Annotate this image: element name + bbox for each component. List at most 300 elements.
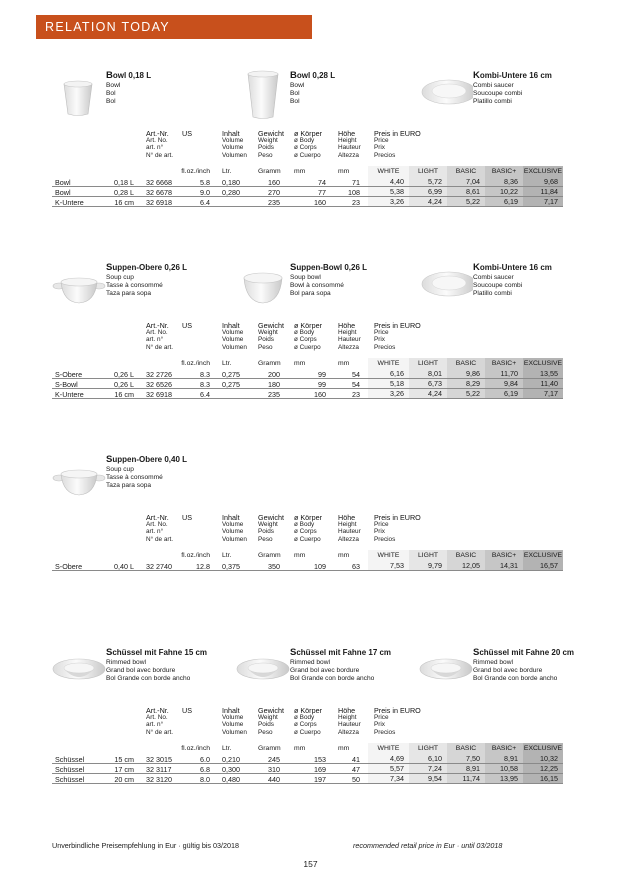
column-header-line: ø Cuerpo xyxy=(294,343,321,351)
column-header-line: Volume xyxy=(222,721,244,729)
column-header-line: Volume xyxy=(222,714,244,722)
price-cell: 9,79 xyxy=(409,561,447,570)
column-header-line: Peso xyxy=(258,535,273,543)
product-name-initial: K xyxy=(473,70,480,81)
column-header-preis xyxy=(374,322,421,351)
table-cell: 17 cm xyxy=(114,765,134,774)
product-name-initial: S xyxy=(106,454,113,465)
column-header-art xyxy=(146,514,173,543)
price-table xyxy=(0,707,621,807)
column-header-line: Volumen xyxy=(222,343,247,351)
column-header-line: N° de art. xyxy=(146,535,174,543)
table-cell: 6.4 xyxy=(200,390,210,399)
table-cell: Bowl xyxy=(55,188,71,197)
column-header-line: Poids xyxy=(258,144,274,152)
product-name-rest: uppen-Bowl 0,26 L xyxy=(296,263,368,272)
table-cell: 8.3 xyxy=(200,380,210,389)
price-cell: 8,01 xyxy=(409,369,447,378)
soup-cup-icon xyxy=(52,454,106,504)
price-cell: 4,69 xyxy=(368,754,409,763)
column-header-line: US xyxy=(182,706,192,715)
column-header-line: Art. No. xyxy=(146,329,168,337)
unit-us: fl.oz./inch xyxy=(181,552,210,559)
table-cell: S-Bowl xyxy=(55,380,78,389)
table-cell: Bowl xyxy=(55,178,71,187)
table-cell: 20 cm xyxy=(114,775,134,784)
price-tier-white: WHITE xyxy=(368,550,409,561)
column-header-line: Poids xyxy=(258,336,274,344)
table-cell: Schüssel xyxy=(55,775,85,784)
column-header-line: Prix xyxy=(374,336,386,344)
price-tier-basicplus: BASIC+ xyxy=(485,550,523,561)
table-cell: 41 xyxy=(352,755,360,764)
product-description xyxy=(106,82,120,107)
product-section xyxy=(0,258,621,428)
column-header-line: Volume xyxy=(222,144,244,152)
unit-row xyxy=(0,550,621,561)
unit-row xyxy=(0,358,621,369)
table-row xyxy=(52,754,563,764)
product-description-line: Bowl à consommé xyxy=(290,282,344,290)
product-name-rest: chüssel mit Fahne 20 cm xyxy=(479,648,575,657)
unit-hoehe: mm xyxy=(338,552,350,559)
column-header-line: ø Cuerpo xyxy=(294,151,321,159)
price-cell: 5,72 xyxy=(409,177,447,186)
table-cell: 12.8 xyxy=(196,562,210,571)
rimmed-bowl-icon xyxy=(52,647,106,697)
product-name-initial: S xyxy=(290,262,297,273)
price-table xyxy=(0,130,621,230)
table-cell: 160 xyxy=(314,198,326,207)
price-cell: 10,32 xyxy=(523,754,563,763)
table-row xyxy=(52,177,563,187)
table-cell: 0,26 L xyxy=(114,380,134,389)
table-cell: 8.0 xyxy=(200,775,210,784)
product-name-rest: ombi-Untere 16 cm xyxy=(479,263,552,272)
table-cell: 0,275 xyxy=(222,380,240,389)
footer-note-en: recommended retail price in Eur · until 03/2018 xyxy=(353,841,503,850)
product-description-line: Bol Grande con borde ancho xyxy=(473,675,558,683)
table-row xyxy=(52,561,563,571)
price-tier-white: WHITE xyxy=(368,743,409,754)
column-header-line: ø Body xyxy=(294,521,315,529)
column-header-koerper xyxy=(294,707,322,736)
product-section xyxy=(0,66,621,236)
product-card xyxy=(52,258,232,322)
price-cell: 4,40 xyxy=(368,177,409,186)
column-header-preis xyxy=(374,130,421,159)
unit-inhalt: Ltr. xyxy=(222,552,232,559)
product-description xyxy=(473,659,557,684)
column-header-line: Art. No. xyxy=(146,714,168,722)
price-cell: 3,26 xyxy=(368,389,409,398)
product-image xyxy=(236,70,290,120)
product-name xyxy=(290,262,367,273)
column-header-line: Height xyxy=(338,521,357,529)
product-description-line: Rimmed bowl xyxy=(473,659,513,666)
unit-koerper: mm xyxy=(294,168,306,175)
price-cell: 12,05 xyxy=(447,561,485,570)
table-cell: 23 xyxy=(352,390,360,399)
column-header-inhalt xyxy=(222,514,247,543)
column-header-line: ø Corps xyxy=(294,528,317,536)
price-cell: 6,73 xyxy=(409,379,447,388)
table-cell: 74 xyxy=(318,178,326,187)
product-name-rest: chüssel mit Fahne 15 cm xyxy=(112,648,208,657)
product-description xyxy=(106,274,163,299)
table-cell: 32 6526 xyxy=(146,380,172,389)
column-header-line: US xyxy=(182,513,192,522)
column-header-line: ø Cuerpo xyxy=(294,535,321,543)
table-cell: 0,40 L xyxy=(114,562,134,571)
column-header-line: Weight xyxy=(258,714,278,722)
unit-row xyxy=(0,743,621,754)
unit-us: fl.oz./inch xyxy=(181,168,210,175)
column-header-line: Altezza xyxy=(338,343,359,351)
table-cell: 0,375 xyxy=(222,562,240,571)
price-cell: 14,31 xyxy=(485,561,523,570)
column-header-line: US xyxy=(182,129,192,138)
product-card xyxy=(236,66,416,130)
product-name xyxy=(473,647,574,658)
table-cell: 5.8 xyxy=(200,178,210,187)
price-cell: 5,18 xyxy=(368,379,409,388)
table-cell: 160 xyxy=(314,390,326,399)
product-description-line: Bol xyxy=(106,98,116,106)
column-header-line: ø Körper xyxy=(294,706,322,715)
table-cell: 15 cm xyxy=(114,755,134,764)
price-cell: 6,10 xyxy=(409,754,447,763)
product-name-rest: chüssel mit Fahne 17 cm xyxy=(296,648,392,657)
page-number: 157 xyxy=(303,859,318,869)
table-cell: 169 xyxy=(314,765,326,774)
unit-gewicht: Gramm xyxy=(258,168,281,175)
price-cell: 9,86 xyxy=(447,369,485,378)
product-description-line: Grand bol avec bordure xyxy=(290,667,360,675)
column-header-line: Volumen xyxy=(222,728,247,736)
column-header-line: Altezza xyxy=(338,728,359,736)
column-header-line: ø Corps xyxy=(294,144,317,152)
price-cell: 16,57 xyxy=(523,561,563,570)
soup-bowl-icon xyxy=(236,262,290,312)
table-cell: 6.0 xyxy=(200,755,210,764)
table-cell: 0,275 xyxy=(222,370,240,379)
saucer-icon xyxy=(419,262,473,312)
column-header-line: Preis in EURO xyxy=(374,129,421,138)
table-cell: K-Untere xyxy=(55,198,84,207)
table-cell: 108 xyxy=(348,188,360,197)
product-image xyxy=(419,262,473,312)
table-cell: 32 6678 xyxy=(146,188,172,197)
column-header-koerper xyxy=(294,322,322,351)
price-tier-light: LIGHT xyxy=(409,743,447,754)
product-description-line: Bol xyxy=(290,98,300,106)
column-header-line: Gewicht xyxy=(258,321,284,330)
column-header-line: N° de art. xyxy=(146,728,174,736)
product-name xyxy=(106,262,187,273)
product-description-line: Soucoupe combi xyxy=(473,282,523,290)
price-cell: 8,29 xyxy=(447,379,485,388)
column-header-line: Peso xyxy=(258,728,273,736)
column-header-line: Altezza xyxy=(338,535,359,543)
column-header-line: Prix xyxy=(374,144,386,152)
product-description-line: Rimmed bowl xyxy=(106,659,146,666)
table-cell: 32 6668 xyxy=(146,178,172,187)
product-name-initial: B xyxy=(106,70,113,81)
unit-hoehe: mm xyxy=(338,360,350,367)
product-description-line: Grand bol avec bordure xyxy=(473,667,543,675)
price-cell: 7,04 xyxy=(447,177,485,186)
price-tier-white: WHITE xyxy=(368,166,409,177)
table-cell: 16 cm xyxy=(114,390,134,399)
table-cell: 32 3120 xyxy=(146,775,172,784)
header-title: RELATION TODAY xyxy=(45,20,170,34)
product-name xyxy=(290,70,335,81)
column-header-art xyxy=(146,322,173,351)
product-description-line: Taza para sopa xyxy=(106,290,152,298)
column-header-line: Art.-Nr. xyxy=(146,321,169,330)
price-cell: 4,24 xyxy=(409,389,447,398)
product-name-rest: uppen-Obere 0,40 L xyxy=(112,455,188,464)
price-cell: 6,19 xyxy=(485,197,523,206)
price-cell: 5,57 xyxy=(368,764,409,773)
table-cell: 16 cm xyxy=(114,198,134,207)
product-description-line: Grand bol avec bordure xyxy=(106,667,176,675)
table-cell: 77 xyxy=(318,188,326,197)
price-tier-basicplus: BASIC+ xyxy=(485,166,523,177)
column-header-line: Precios xyxy=(374,535,396,543)
price-tier-basic: BASIC xyxy=(447,358,485,369)
column-header-line: Volume xyxy=(222,137,244,145)
price-cell: 6,19 xyxy=(485,389,523,398)
table-cell: 47 xyxy=(352,765,360,774)
unit-us: fl.oz./inch xyxy=(181,360,210,367)
table-row xyxy=(52,389,563,399)
price-cell: 12,25 xyxy=(523,764,563,773)
price-cell: 4,24 xyxy=(409,197,447,206)
product-description-line: Bol Grande con borde ancho xyxy=(106,675,191,683)
table-cell: 8.3 xyxy=(200,370,210,379)
footer-note-de: Unverbindliche Preisempfehlung in Eur · gültig bis 03/2018 xyxy=(52,841,239,850)
column-header-line: Hauteur xyxy=(338,336,361,344)
column-header-line: Höhe xyxy=(338,129,356,138)
product-description-line: Bol xyxy=(106,90,116,98)
price-cell: 5,38 xyxy=(368,187,409,196)
column-header-line: Height xyxy=(338,714,357,722)
product-card xyxy=(419,643,599,707)
product-name-initial: K xyxy=(473,262,480,273)
column-header-gewicht xyxy=(258,130,284,159)
table-cell: 6.8 xyxy=(200,765,210,774)
table-row xyxy=(52,774,563,784)
column-header-line: ø Corps xyxy=(294,721,317,729)
table-row xyxy=(52,369,563,379)
product-image xyxy=(419,647,473,697)
column-header-line: Art.-Nr. xyxy=(146,129,169,138)
table-cell: 0,300 xyxy=(222,765,240,774)
column-header-line: Prix xyxy=(374,528,386,536)
column-header-line: Höhe xyxy=(338,513,356,522)
price-tier-basic: BASIC xyxy=(447,550,485,561)
table-cell: 63 xyxy=(352,562,360,571)
column-header-line: Weight xyxy=(258,329,278,337)
table-row xyxy=(52,764,563,774)
column-header-line: Volume xyxy=(222,336,244,344)
column-header-us xyxy=(182,322,192,329)
unit-row xyxy=(0,166,621,177)
column-header-line: Price xyxy=(374,521,389,529)
table-cell: 310 xyxy=(268,765,280,774)
column-header-gewicht xyxy=(258,322,284,351)
unit-koerper: mm xyxy=(294,745,306,752)
rimmed-bowl-icon xyxy=(236,647,290,697)
table-cell: K-Untere xyxy=(55,390,84,399)
product-name-initial: S xyxy=(290,647,297,658)
column-header-line: Preis in EURO xyxy=(374,321,421,330)
table-cell: 0,180 xyxy=(222,178,240,187)
price-tier-exclusive: EXCLUSIVE xyxy=(523,552,563,559)
column-header-art xyxy=(146,707,173,736)
column-header-line: Art.-Nr. xyxy=(146,513,169,522)
column-header-line: N° de art. xyxy=(146,343,174,351)
price-cell: 7,17 xyxy=(523,389,563,398)
product-name-initial: B xyxy=(290,70,297,81)
column-header-us xyxy=(182,707,192,714)
product-description-line: Combi saucer xyxy=(473,82,514,89)
table-cell: S-Obere xyxy=(55,562,83,571)
column-header-line: art. n° xyxy=(146,336,164,344)
product-description xyxy=(290,82,304,107)
column-header-line: Volumen xyxy=(222,535,247,543)
product-name xyxy=(106,70,151,81)
product-name-rest: uppen-Obere 0,26 L xyxy=(112,263,188,272)
column-header-line: Gewicht xyxy=(258,129,284,138)
unit-gewicht: Gramm xyxy=(258,552,281,559)
price-cell: 8,61 xyxy=(447,187,485,196)
price-cell: 11,74 xyxy=(447,774,485,783)
column-header-line: art. n° xyxy=(146,144,164,152)
column-header-line: Gewicht xyxy=(258,706,284,715)
column-header-line: Hauteur xyxy=(338,721,361,729)
price-tier-white: WHITE xyxy=(368,358,409,369)
price-cell: 6,99 xyxy=(409,187,447,196)
table-cell: 109 xyxy=(314,562,326,571)
price-tier-light: LIGHT xyxy=(409,550,447,561)
price-cell: 7,53 xyxy=(368,561,409,570)
product-description-line: Tasse à consommé xyxy=(106,282,163,290)
soup-cup-icon xyxy=(52,262,106,312)
column-header-hoehe xyxy=(338,322,361,351)
column-header-line: Price xyxy=(374,137,389,145)
unit-inhalt: Ltr. xyxy=(222,168,232,175)
product-card xyxy=(419,66,599,130)
price-tier-basicplus: BASIC+ xyxy=(485,743,523,754)
price-cell: 6,16 xyxy=(368,369,409,378)
column-header-line: ø Corps xyxy=(294,336,317,344)
table-cell: 32 6918 xyxy=(146,390,172,399)
product-description-line: Tasse à consommé xyxy=(106,474,163,482)
price-cell: 9,84 xyxy=(485,379,523,388)
product-name xyxy=(473,70,552,81)
table-cell: 23 xyxy=(352,198,360,207)
column-header-line: ø Body xyxy=(294,329,315,337)
column-header-line: Precios xyxy=(374,151,396,159)
unit-inhalt: Ltr. xyxy=(222,360,232,367)
product-description xyxy=(473,82,522,107)
column-header-line: Höhe xyxy=(338,321,356,330)
table-cell: 0,28 L xyxy=(114,188,134,197)
unit-hoehe: mm xyxy=(338,168,350,175)
product-name-initial: S xyxy=(106,647,113,658)
product-image xyxy=(52,454,106,504)
column-header-line: N° de art. xyxy=(146,151,174,159)
column-header-line: Inhalt xyxy=(222,706,240,715)
table-row xyxy=(52,379,563,389)
price-table xyxy=(0,322,621,422)
table-cell: 160 xyxy=(268,178,280,187)
tall-bowl-icon xyxy=(236,70,290,120)
column-header-line: ø Körper xyxy=(294,129,322,138)
product-card xyxy=(236,643,416,707)
column-header-art xyxy=(146,130,173,159)
table-cell: 32 3015 xyxy=(146,755,172,764)
product-name-rest: owl 0,18 L xyxy=(112,71,152,80)
table-cell: 32 2740 xyxy=(146,562,172,571)
column-header-line: Volumen xyxy=(222,151,247,159)
price-cell: 10,22 xyxy=(485,187,523,196)
product-image xyxy=(419,70,473,120)
table-cell: 99 xyxy=(318,370,326,379)
column-header-line: Volume xyxy=(222,329,244,337)
product-section xyxy=(0,643,621,813)
column-header-line: Height xyxy=(338,329,357,337)
column-header-line: art. n° xyxy=(146,528,164,536)
product-description-line: Rimmed bowl xyxy=(290,659,330,666)
table-cell: 0,210 xyxy=(222,755,240,764)
column-header-line: Poids xyxy=(258,528,274,536)
product-description-line: Bowl xyxy=(106,82,121,89)
product-description-line: Bol xyxy=(290,90,300,98)
table-cell: 270 xyxy=(268,188,280,197)
product-name xyxy=(106,454,187,465)
product-description-line: Soup cup xyxy=(106,466,134,473)
product-description-line: Bol Grande con borde ancho xyxy=(290,675,375,683)
product-name xyxy=(106,647,207,658)
table-cell: 440 xyxy=(268,775,280,784)
table-cell: 350 xyxy=(268,562,280,571)
unit-gewicht: Gramm xyxy=(258,745,281,752)
product-image xyxy=(52,262,106,312)
rimmed-bowl-icon xyxy=(419,647,473,697)
product-name-rest: ombi-Untere 16 cm xyxy=(479,71,552,80)
table-cell: 197 xyxy=(314,775,326,784)
product-card xyxy=(52,66,232,130)
column-header-line: ø Body xyxy=(294,137,315,145)
price-cell: 11,70 xyxy=(485,369,523,378)
unit-gewicht: Gramm xyxy=(258,360,281,367)
column-header-line: Hauteur xyxy=(338,144,361,152)
column-header-line: Preis in EURO xyxy=(374,706,421,715)
column-header-line: Price xyxy=(374,714,389,722)
product-description-line: Soucoupe combi xyxy=(473,90,523,98)
unit-koerper: mm xyxy=(294,360,306,367)
column-header-line: Gewicht xyxy=(258,513,284,522)
table-cell: 32 2726 xyxy=(146,370,172,379)
header-bar xyxy=(36,15,312,39)
column-header-hoehe xyxy=(338,130,361,159)
column-header-line: Weight xyxy=(258,137,278,145)
product-name-initial: S xyxy=(106,262,113,273)
